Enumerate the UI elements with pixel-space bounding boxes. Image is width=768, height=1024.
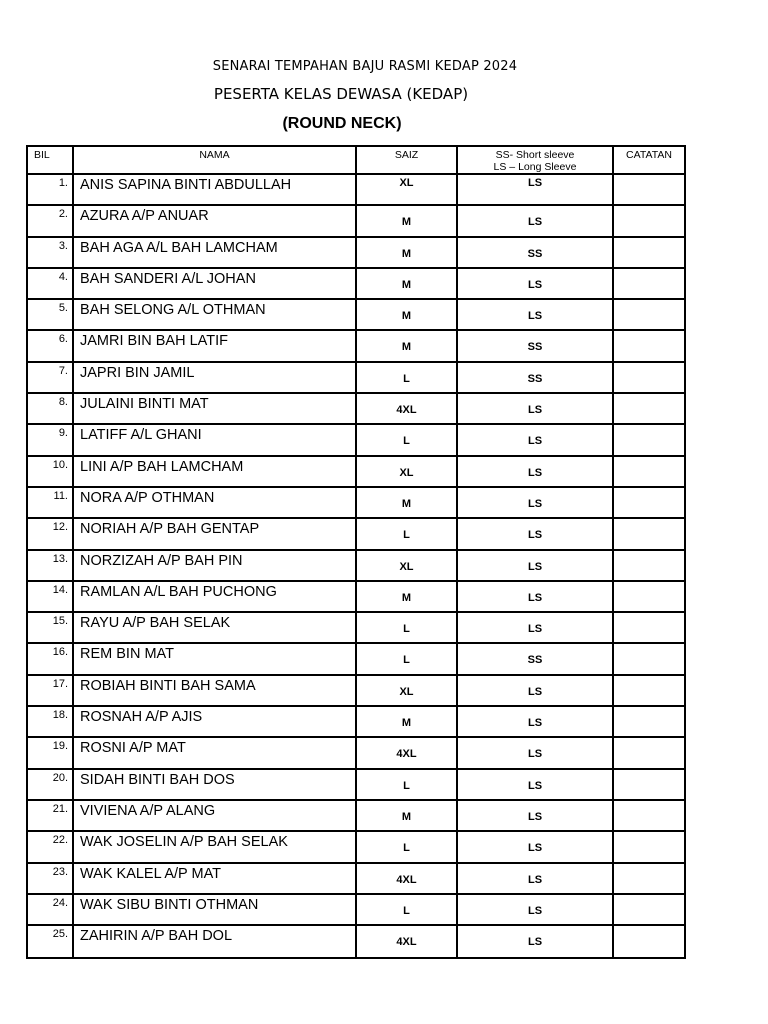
row-saiz: XL xyxy=(357,175,458,204)
table-row xyxy=(28,895,684,926)
row-catatan xyxy=(614,707,684,736)
row-catatan xyxy=(614,331,684,360)
row-bil: 24. xyxy=(28,895,74,924)
row-sleeve: LS xyxy=(458,832,614,861)
row-sleeve: LS xyxy=(458,738,614,767)
row-catatan xyxy=(614,363,684,392)
header-catatan: CATATAN xyxy=(626,149,672,161)
table-row xyxy=(28,488,684,519)
row-saiz: M xyxy=(357,488,458,517)
row-nama: RAMLAN A/L BAH PUCHONG xyxy=(74,582,357,611)
row-bil: 8. xyxy=(28,394,74,423)
row-nama: WAK SIBU BINTI OTHMAN xyxy=(74,895,357,924)
row-catatan xyxy=(614,488,684,517)
row-nama: LATIFF A/L GHANI xyxy=(74,425,357,454)
row-saiz: L xyxy=(357,363,458,392)
row-sleeve: LS xyxy=(458,425,614,454)
row-sleeve: LS xyxy=(458,895,614,924)
row-saiz: 4XL xyxy=(357,394,458,423)
row-saiz: XL xyxy=(357,551,458,580)
row-catatan xyxy=(614,300,684,329)
header-nama: NAMA xyxy=(74,147,357,173)
row-sleeve: LS xyxy=(458,488,614,517)
row-catatan xyxy=(614,394,684,423)
row-nama: NORZIZAH A/P BAH PIN xyxy=(74,551,357,580)
row-bil: 12. xyxy=(28,519,74,548)
table-row xyxy=(28,425,684,456)
row-saiz: 4XL xyxy=(357,738,458,767)
header-sleeve xyxy=(458,147,614,173)
row-nama: AZURA A/P ANUAR xyxy=(74,206,357,235)
row-catatan xyxy=(614,895,684,924)
row-saiz: XL xyxy=(357,457,458,486)
row-nama: ROBIAH BINTI BAH SAMA xyxy=(74,676,357,705)
row-catatan xyxy=(614,770,684,799)
row-saiz: M xyxy=(357,300,458,329)
row-catatan xyxy=(614,551,684,580)
row-bil: 5. xyxy=(28,300,74,329)
row-bil: 10. xyxy=(28,457,74,486)
table-row xyxy=(28,832,684,863)
row-bil: 9. xyxy=(28,425,74,454)
row-nama: BAH AGA A/L BAH LAMCHAM xyxy=(74,238,357,267)
row-catatan xyxy=(614,582,684,611)
row-saiz: M xyxy=(357,269,458,298)
row-sleeve: LS xyxy=(458,707,614,736)
row-saiz: M xyxy=(357,206,458,235)
header-bil: BIL xyxy=(28,147,74,173)
row-nama: JULAINI BINTI MAT xyxy=(74,394,357,423)
row-catatan xyxy=(614,644,684,673)
row-sleeve: LS xyxy=(458,519,614,548)
row-nama: ZAHIRIN A/P BAH DOL xyxy=(74,926,357,957)
table-row xyxy=(28,551,684,582)
row-nama: VIVIENA A/P ALANG xyxy=(74,801,357,830)
table-row xyxy=(28,206,684,237)
table-row xyxy=(28,801,684,832)
table-header-row xyxy=(28,147,684,175)
table-row xyxy=(28,738,684,769)
row-bil: 21. xyxy=(28,801,74,830)
table-row xyxy=(28,864,684,895)
row-bil: 19. xyxy=(28,738,74,767)
row-saiz: L xyxy=(357,770,458,799)
row-saiz: L xyxy=(357,895,458,924)
row-saiz: L xyxy=(357,425,458,454)
row-nama: RAYU A/P BAH SELAK xyxy=(74,613,357,642)
row-sleeve: LS xyxy=(458,457,614,486)
header-sleeve-long: LS – Long Sleeve xyxy=(493,161,577,173)
row-bil: 3. xyxy=(28,238,74,267)
row-sleeve: LS xyxy=(458,300,614,329)
table-row xyxy=(28,644,684,675)
row-sleeve: LS xyxy=(458,926,614,957)
row-nama: LINI A/P BAH LAMCHAM xyxy=(74,457,357,486)
row-nama: ROSNAH A/P AJIS xyxy=(74,707,357,736)
row-saiz: M xyxy=(357,582,458,611)
row-nama: SIDAH BINTI BAH DOS xyxy=(74,770,357,799)
table-row xyxy=(28,613,684,644)
row-bil: 18. xyxy=(28,707,74,736)
table-row xyxy=(28,175,684,206)
row-bil: 2. xyxy=(28,206,74,235)
table-row xyxy=(28,394,684,425)
table-row xyxy=(28,519,684,550)
table-row xyxy=(28,676,684,707)
row-nama: WAK JOSELIN A/P BAH SELAK xyxy=(74,832,357,861)
row-nama: JAPRI BIN JAMIL xyxy=(74,363,357,392)
row-nama: WAK KALEL A/P MAT xyxy=(74,864,357,893)
row-bil: 7. xyxy=(28,363,74,392)
row-catatan xyxy=(614,238,684,267)
order-table xyxy=(26,145,686,959)
row-sleeve: LS xyxy=(458,582,614,611)
row-sleeve: LS xyxy=(458,864,614,893)
table-row xyxy=(28,238,684,269)
row-bil: 22. xyxy=(28,832,74,861)
row-saiz: L xyxy=(357,519,458,548)
row-sleeve: LS xyxy=(458,676,614,705)
row-nama: BAH SELONG A/L OTHMAN xyxy=(74,300,357,329)
row-sleeve: LS xyxy=(458,206,614,235)
table-row xyxy=(28,269,684,300)
row-nama: BAH SANDERI A/L JOHAN xyxy=(74,269,357,298)
row-saiz: XL xyxy=(357,676,458,705)
row-bil: 4. xyxy=(28,269,74,298)
table-row xyxy=(28,707,684,738)
row-bil: 13. xyxy=(28,551,74,580)
row-sleeve: SS xyxy=(458,644,614,673)
row-bil: 11. xyxy=(28,488,74,517)
row-bil: 23. xyxy=(28,864,74,893)
table-row xyxy=(28,363,684,394)
header-saiz: SAIZ xyxy=(357,147,458,173)
table-row xyxy=(28,300,684,331)
row-sleeve: LS xyxy=(458,175,614,204)
row-catatan xyxy=(614,519,684,548)
row-nama: NORA A/P OTHMAN xyxy=(74,488,357,517)
row-saiz: M xyxy=(357,238,458,267)
row-sleeve: LS xyxy=(458,801,614,830)
row-catatan xyxy=(614,206,684,235)
row-catatan xyxy=(614,801,684,830)
row-nama: NORIAH A/P BAH GENTAP xyxy=(74,519,357,548)
row-nama: ANIS SAPINA BINTI ABDULLAH xyxy=(74,175,357,204)
table-row xyxy=(28,457,684,488)
row-nama: REM BIN MAT xyxy=(74,644,357,673)
row-saiz: L xyxy=(357,644,458,673)
row-catatan xyxy=(614,926,684,957)
row-saiz: 4XL xyxy=(357,864,458,893)
row-catatan xyxy=(614,457,684,486)
row-saiz: M xyxy=(357,801,458,830)
row-bil: 20. xyxy=(28,770,74,799)
row-bil: 1. xyxy=(28,175,74,204)
header-sleeve-short: SS- Short sleeve xyxy=(495,149,575,161)
table-row xyxy=(28,331,684,362)
row-saiz: 4XL xyxy=(357,926,458,957)
row-saiz: M xyxy=(357,331,458,360)
table-body xyxy=(28,175,684,957)
row-nama: JAMRI BIN BAH LATIF xyxy=(74,331,357,360)
row-catatan xyxy=(614,738,684,767)
row-catatan xyxy=(614,175,684,204)
row-sleeve: LS xyxy=(458,551,614,580)
row-bil: 16. xyxy=(28,644,74,673)
table-row xyxy=(28,926,684,957)
row-saiz: M xyxy=(357,707,458,736)
row-catatan xyxy=(614,864,684,893)
row-bil: 14. xyxy=(28,582,74,611)
row-bil: 17. xyxy=(28,676,74,705)
row-bil: 15. xyxy=(28,613,74,642)
row-sleeve: SS xyxy=(458,363,614,392)
document-subheading: (ROUND NECK) xyxy=(282,115,402,132)
row-saiz: L xyxy=(357,613,458,642)
row-sleeve: LS xyxy=(458,394,614,423)
row-sleeve: LS xyxy=(458,770,614,799)
row-bil: 6. xyxy=(28,331,74,360)
row-catatan xyxy=(614,676,684,705)
table-row xyxy=(28,770,684,801)
row-catatan xyxy=(614,425,684,454)
document-title: SENARAI TEMPAHAN BAJU RASMI KEDAP 2024 xyxy=(212,59,518,74)
row-nama: ROSNI A/P MAT xyxy=(74,738,357,767)
row-sleeve: LS xyxy=(458,613,614,642)
row-catatan xyxy=(614,269,684,298)
document-subtitle: PESERTA KELAS DEWASA (KEDAP) xyxy=(213,85,469,103)
row-catatan xyxy=(614,832,684,861)
row-sleeve: SS xyxy=(458,238,614,267)
row-saiz: L xyxy=(357,832,458,861)
row-bil: 25. xyxy=(28,926,74,957)
table-row xyxy=(28,582,684,613)
row-sleeve: SS xyxy=(458,331,614,360)
row-sleeve: LS xyxy=(458,269,614,298)
row-catatan xyxy=(614,613,684,642)
